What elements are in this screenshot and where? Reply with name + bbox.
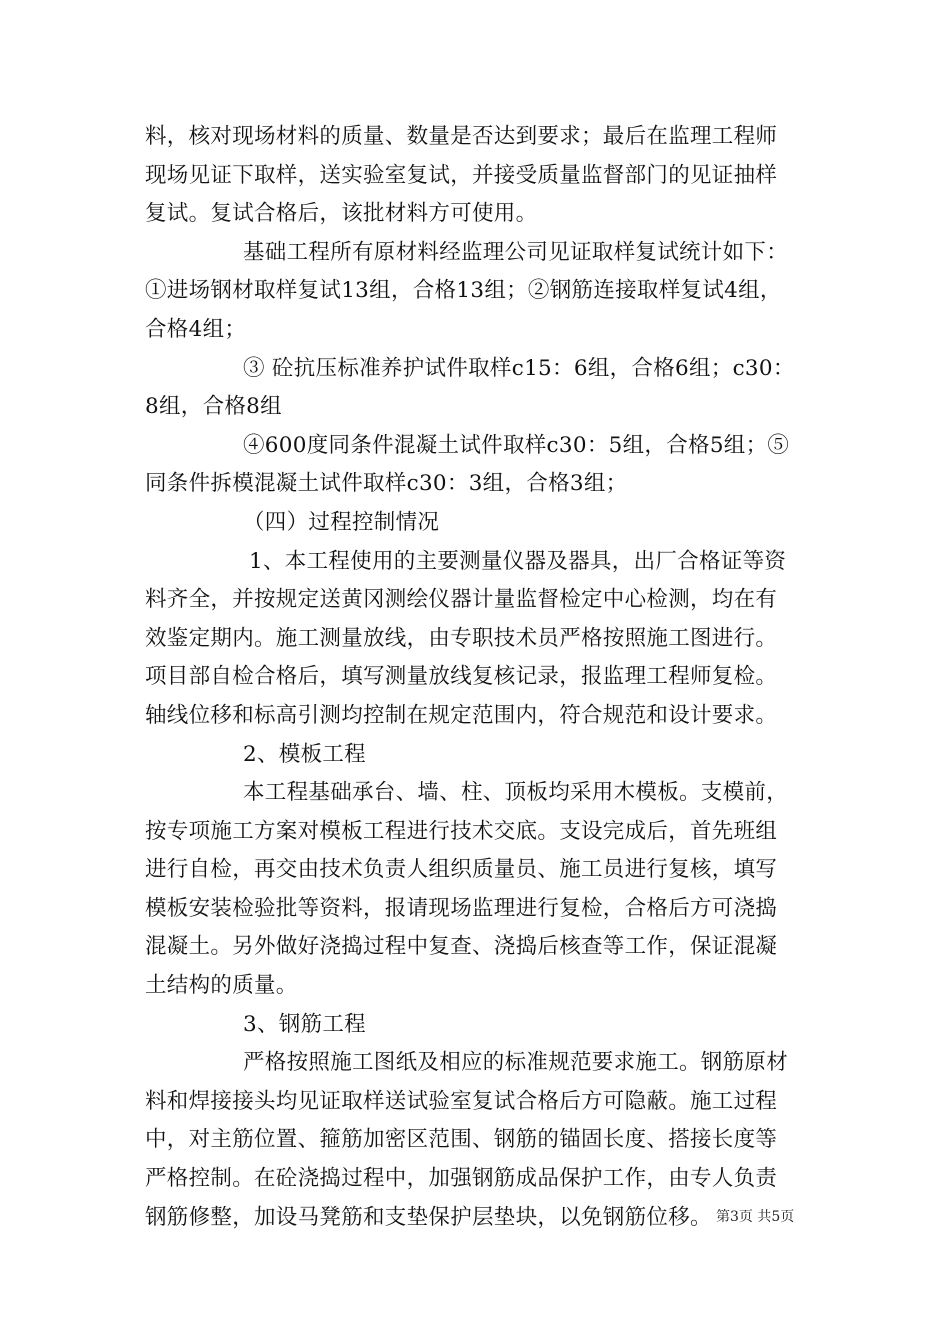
- paragraph-line: 项目部自检合格后，填写测量放线复核记录，报监理工程师复检。: [145, 664, 778, 690]
- paragraph-line: 1、本工程使用的主要测量仪器及器具，出厂合格证等资: [249, 548, 787, 574]
- paragraph-line: 8组，合格8组: [145, 394, 282, 420]
- paragraph-line: 料，核对现场材料的质量、数量是否达到要求；最后在监理工程师: [145, 124, 778, 149]
- paragraph-line: ③ 砼抗压标准养护试件取样c15：6组，合格6组；c30：: [243, 355, 795, 381]
- paragraph-line: 模板安装检验批等资料，报请现场监理进行复检，合格后方可浇捣: [145, 895, 778, 921]
- paragraph-line: 混凝土。另外做好浇捣过程中复查、浇捣后核查等工作，保证混凝: [145, 934, 778, 960]
- paragraph-line: 料齐全，并按规定送黄冈测绘仪器计量监督检定中心检测，均在有: [145, 587, 778, 613]
- paragraph-line: 按专项施工方案对模板工程进行技术交底。支设完成后，首先班组: [145, 818, 778, 844]
- paragraph-line: 钢筋修整，加设马凳筋和支垫保护层垫块，以免钢筋位移。: [145, 1204, 712, 1230]
- paragraph-line: ④600度同条件混凝土试件取样c30：5组，合格5组；⑤: [243, 432, 790, 458]
- paragraph-line: 严格按照施工图纸及相应的标准规范要求施工。钢筋原材: [243, 1050, 789, 1076]
- paragraph-line: 同条件拆模混凝土试件取样c30：3组，合格3组；: [145, 471, 628, 497]
- paragraph-line: 土结构的质量。: [145, 973, 298, 999]
- paragraph-line: 效鉴定期内。施工测量放线，由专职技术员严格按照施工图进行。: [145, 625, 778, 651]
- paragraph-line: 合格4组；: [145, 316, 247, 342]
- paragraph-line: 严格控制。在砼浇捣过程中，加强钢筋成品保护工作，由专人负责: [145, 1166, 778, 1192]
- paragraph-line: 本工程基础承台、墙、柱、顶板均采用木模板。支模前，: [243, 780, 789, 806]
- paragraph-line: 进行自检，再交由技术负责人组织质量员、施工员进行复核，填写: [145, 857, 778, 883]
- section-heading: （四）过程控制情况: [243, 509, 440, 535]
- subsection-heading: 3、钢筋工程: [243, 1011, 366, 1037]
- paragraph-line: 轴线位移和标高引测均控制在规定范围内，符合规范和设计要求。: [145, 702, 778, 728]
- paragraph-line: 料和焊接接头均见证取样送试验室复试合格后方可隐蔽。施工过程: [145, 1088, 778, 1114]
- page-number-footer: 第3页 共5页: [716, 1209, 795, 1225]
- document-body: [145, 118, 825, 1237]
- paragraph-line: 基础工程所有原材料经监理公司见证取样复试统计如下：: [243, 239, 789, 265]
- subsection-heading: 2、模板工程: [243, 741, 366, 767]
- paragraph-line: 中，对主筋位置、箍筋加密区范围、钢筋的锚固长度、搭接长度等: [145, 1127, 778, 1153]
- paragraph-line: 现场见证下取样，送实验室复试，并接受质量监督部门的见证抽样: [145, 162, 778, 188]
- paragraph-line: ①进场钢材取样复试13组，合格13组；②钢筋连接取样复试4组，: [145, 278, 782, 304]
- paragraph-line: 复试。复试合格后，该批材料方可使用。: [145, 201, 538, 227]
